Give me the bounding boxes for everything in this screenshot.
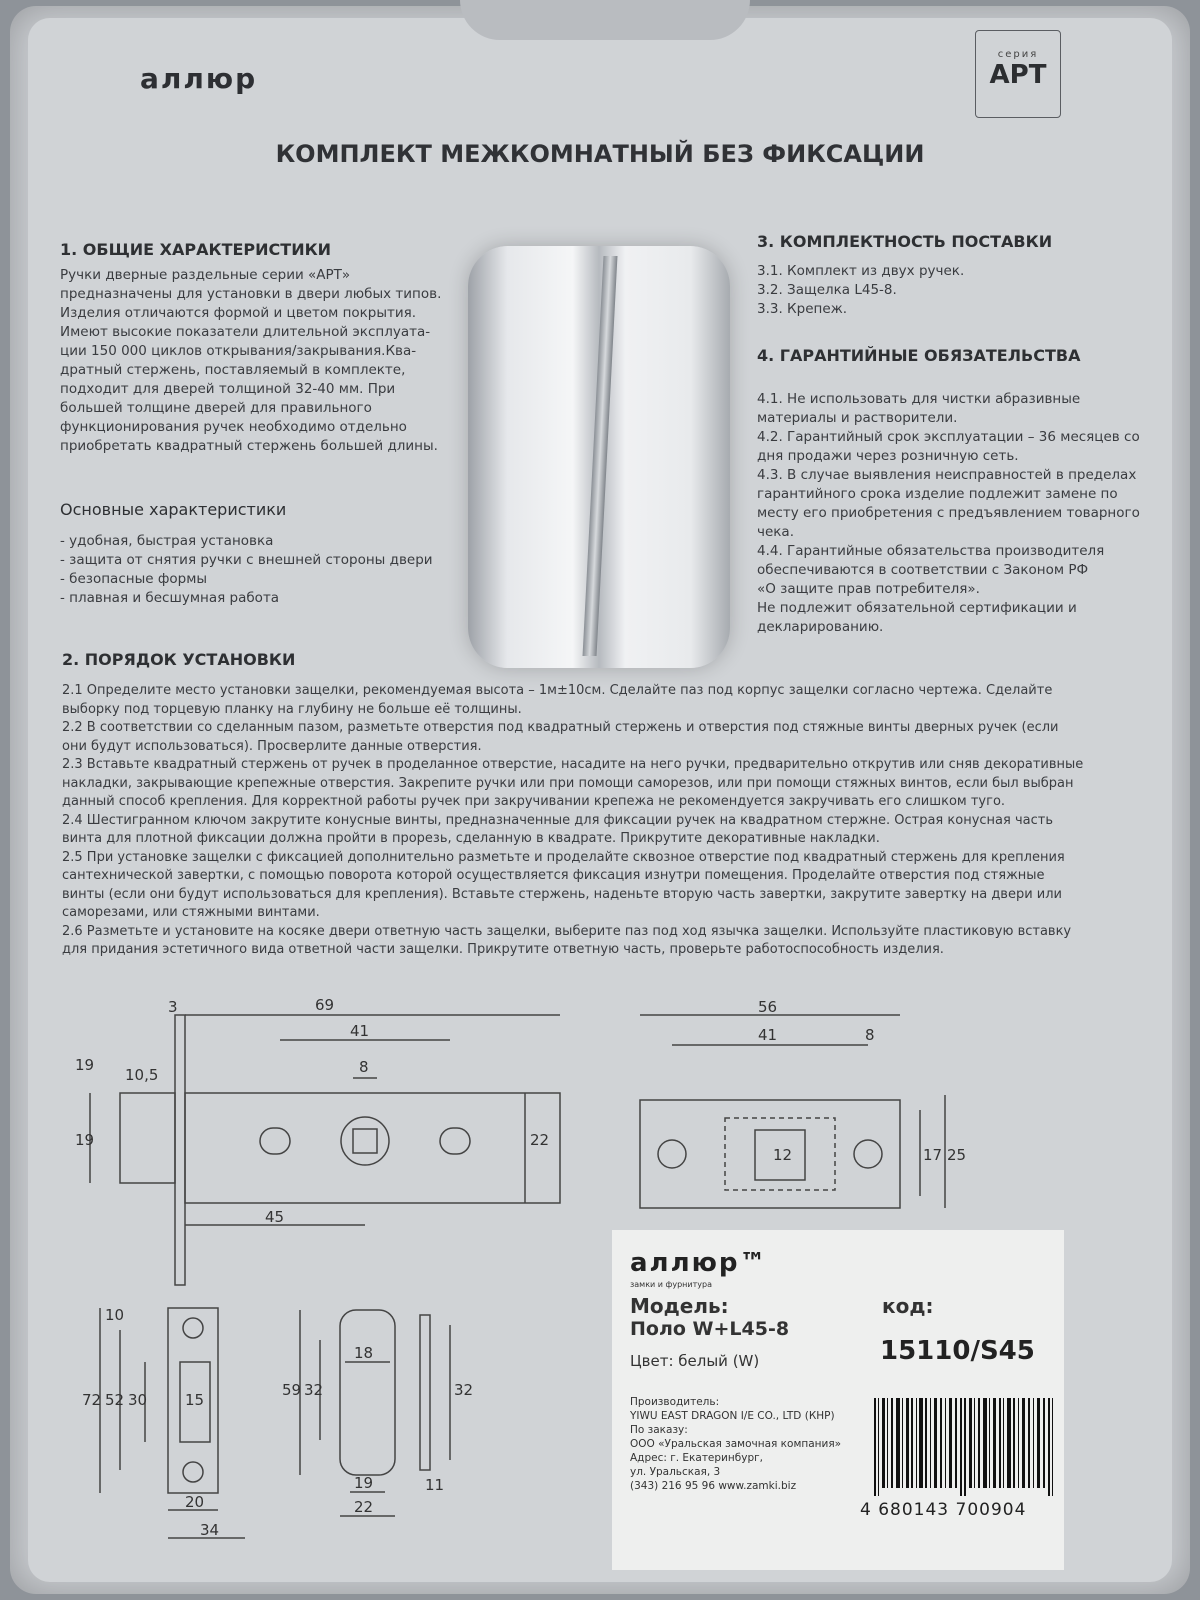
dim-32b: 32 [454, 1381, 474, 1399]
screw-hole-left [260, 1128, 290, 1154]
label-brand-logo: аллюр™ [630, 1248, 768, 1278]
dim-45: 45 [265, 1208, 285, 1226]
dim-19: 19 [354, 1474, 374, 1492]
dim-10-5: 10,5 [125, 1066, 159, 1084]
list-item: - удобная, быстрая установка [60, 533, 274, 549]
hang-tab [460, 0, 750, 40]
list-item: 3.2. Защелка L45-8. [757, 282, 897, 298]
strike-svg [80, 1300, 270, 1560]
insert-body [340, 1310, 395, 1475]
section4-text: 4.1. Не использовать для чистки абразивные материалы и растворители. 4.2. Гарантийный срок эксплуатации – 36 месяцев со дня продажи через розничную сеть. 4.3. В случае выявления неисправностей в пределах гарантийного срока изделие подлежит замене по месту его приобретения с предъявлением товарного чека. 4.4. Гарантийные обязательства производителя обеспечиваются в соответствии с Законом РФ «О защите прав потребителя». Не подлежит обязательной сертификации и декларированию. [757, 391, 1140, 635]
dim-15: 15 [185, 1391, 205, 1409]
model-heading: Модель: [630, 1294, 729, 1318]
list-item: 3.3. Крепеж. [757, 301, 848, 317]
section4-heading: 4. ГАРАНТИЙНЫЕ ОБЯЗАТЕЛЬСТВА [757, 346, 1081, 365]
section1-heading: 1. ОБЩИЕ ХАРАКТЕРИСТИКИ [60, 240, 332, 259]
page-title: КОМПЛЕКТ МЕЖКОМНАТНЫЙ БЕЗ ФИКСАЦИИ [275, 140, 925, 168]
main-chars-heading: Основные характеристики [60, 500, 287, 519]
dim-20: 20 [185, 1493, 205, 1511]
manufacturer-info: Производитель: YIWU EAST DRAGON I/E CO., LTD (КНР) По заказу: ООО «Уральская замочная компания» Адрес: г. Екатеринбург, ул. Уральская, 3 (343) 216 95 96 www.zamki.biz [630, 1396, 842, 1492]
list-item: 3.1. Комплект из двух ручек. [757, 263, 965, 279]
dim-59: 59 [282, 1381, 302, 1399]
door-knob-product-image [468, 246, 730, 668]
knob-slit [583, 256, 618, 656]
product-label [612, 1230, 1064, 1570]
list-item: - плавная и бесшумная работа [60, 590, 280, 606]
dim-41b: 41 [758, 1026, 778, 1044]
faceplate [175, 1015, 185, 1285]
latch-drawing [70, 996, 570, 1304]
insert-drawing [280, 1300, 480, 1544]
list-item: - безопасные формы [60, 571, 208, 587]
code-heading: код: [882, 1294, 934, 1318]
section3-heading: 3. КОМПЛЕКТНОСТЬ ПОСТАВКИ [757, 232, 1053, 251]
dim-19-bottom: 19 [75, 1131, 95, 1149]
color-value: Цвет: белый (W) [630, 1352, 760, 1370]
brand-logo: аллюр [140, 62, 258, 95]
dim-17: 17 [923, 1146, 943, 1164]
plate-hole-left [658, 1140, 686, 1168]
section2-text: 2.1 Определите место установки защелки, рекомендуемая высота – 1м±10см. Сделайте паз под корпус защелки согласно чертежа. Сделайте выборку под торцевую планку на глубину не больше её толщины. 2.2 В соответствии со сделанным пазом, разметьте отверстия под квадратный стержень и отверстия под стяжные винты дверных ручек (если они будут использоваться). Просверлите данные отверстия. 2.3 Вставьте квадратный стержень от ручек в проделанное отверстие, насадите на него ручки, предварительно открутив или сняв декоративные накладки, закрывающие крепежные отверстия. Закрепите ручки или при помощи саморезов, или при помощи стяжных винтов, если был выбран данный способ крепления. Для корректной работы ручек при закручивании крепежа не рекомендуется закручивать его слишком туго. 2.4 Шестигранном ключом закрутите конусные винты, предназначенные для фиксации ручек на квадратном стержне. Острая конусная часть винта для плотной фиксации должна пройти в прорезь, сделанную в квадрате. Прикрутите декоративные накладки. 2.5 При установке защелки с фиксацией дополнительно разметьте и проделайте сквозное отверстие под квадратный стержень для крепления сантехнической завертки, с помощью поворота которой осуществляется фиксация изнутри помещения. Проделайте отверстия под стяжные винты (если они будут использоваться для крепления). Вставьте стержень, наденьте вторую часть завертки, закрутите завертку на двери или саморезами, или стяжными винтами. 2.6 Разметьте и установите на косяке двери ответную часть защелки, выберите паз под ход язычка защелки. Используйте пластиковую вставку для придания эстетичного вида ответной части защелки. Прикрутите ответную часть, проверьте работоспособность изделия. [62, 683, 1084, 957]
plate-outline [640, 1100, 900, 1208]
insert-svg [280, 1300, 480, 1540]
dim-72: 72 [82, 1391, 102, 1409]
latch-body [185, 1093, 560, 1203]
strike-drawing [80, 1300, 270, 1564]
latch-bolt [120, 1093, 175, 1183]
dim-32a: 32 [304, 1381, 324, 1399]
series-badge [975, 30, 1061, 118]
label-brand-sub: замки и фурнитура [630, 1280, 712, 1289]
strike-hole-top [183, 1318, 203, 1338]
plate-hole-right [854, 1140, 882, 1168]
dim-22b: 22 [354, 1498, 374, 1516]
dim-30: 30 [128, 1391, 148, 1409]
dim-41: 41 [350, 1022, 370, 1040]
dim-10: 10 [105, 1306, 125, 1324]
list-item: - защита от снятия ручки с внешней стороны двери [60, 552, 433, 568]
spindle-square [353, 1129, 377, 1153]
dim-34: 34 [200, 1521, 220, 1539]
latch-svg [70, 996, 570, 1300]
dim-22: 22 [530, 1131, 550, 1149]
section2-heading: 2. ПОРЯДОК УСТАНОВКИ [62, 650, 296, 669]
dim-3: 3 [168, 998, 178, 1016]
insert-side [420, 1315, 430, 1470]
dim-8: 8 [359, 1058, 369, 1076]
dim-25: 25 [947, 1146, 967, 1164]
screw-hole-right [440, 1128, 470, 1154]
series-name: АРТ [989, 60, 1047, 90]
strike-plate-svg [630, 998, 967, 1220]
main-chars-list [60, 532, 433, 608]
section3-list [757, 262, 964, 319]
code-value: 15110/S45 [880, 1336, 1035, 1366]
barcode-number: 4 680143 700904 [860, 1500, 1027, 1520]
dim-12: 12 [773, 1146, 793, 1164]
dim-18: 18 [354, 1344, 374, 1362]
strike-plate-drawing [630, 998, 967, 1224]
barcode-icon [870, 1398, 1056, 1496]
strike-hole-bottom [183, 1462, 203, 1482]
dim-69: 69 [315, 996, 335, 1014]
dim-52: 52 [105, 1391, 125, 1409]
dim-19-top: 19 [75, 1056, 95, 1074]
series-small-label: серия [997, 49, 1039, 60]
dim-11: 11 [425, 1476, 445, 1494]
dim-56: 56 [758, 998, 778, 1016]
dim-8b: 8 [865, 1026, 875, 1044]
spindle-hole [341, 1117, 389, 1165]
model-value: Поло W+L45-8 [630, 1318, 790, 1340]
section1-text: Ручки дверные раздельные серии «АРТ» предназначены для установки в двери любых типов. Изделия отличаются формой и цветом покрытия. Имеют высокие показатели длительной эксплуата- ции 150 000 циклов открывания/закрывания.Ква- дратный стержень, поставляемый в комплекте, подходит для дверей толщиной 32-40 мм. При большей толщине дверей для правильного функционирования ручек необходимо отдельно приобретать квадратный стержень большей длины. [60, 267, 442, 454]
